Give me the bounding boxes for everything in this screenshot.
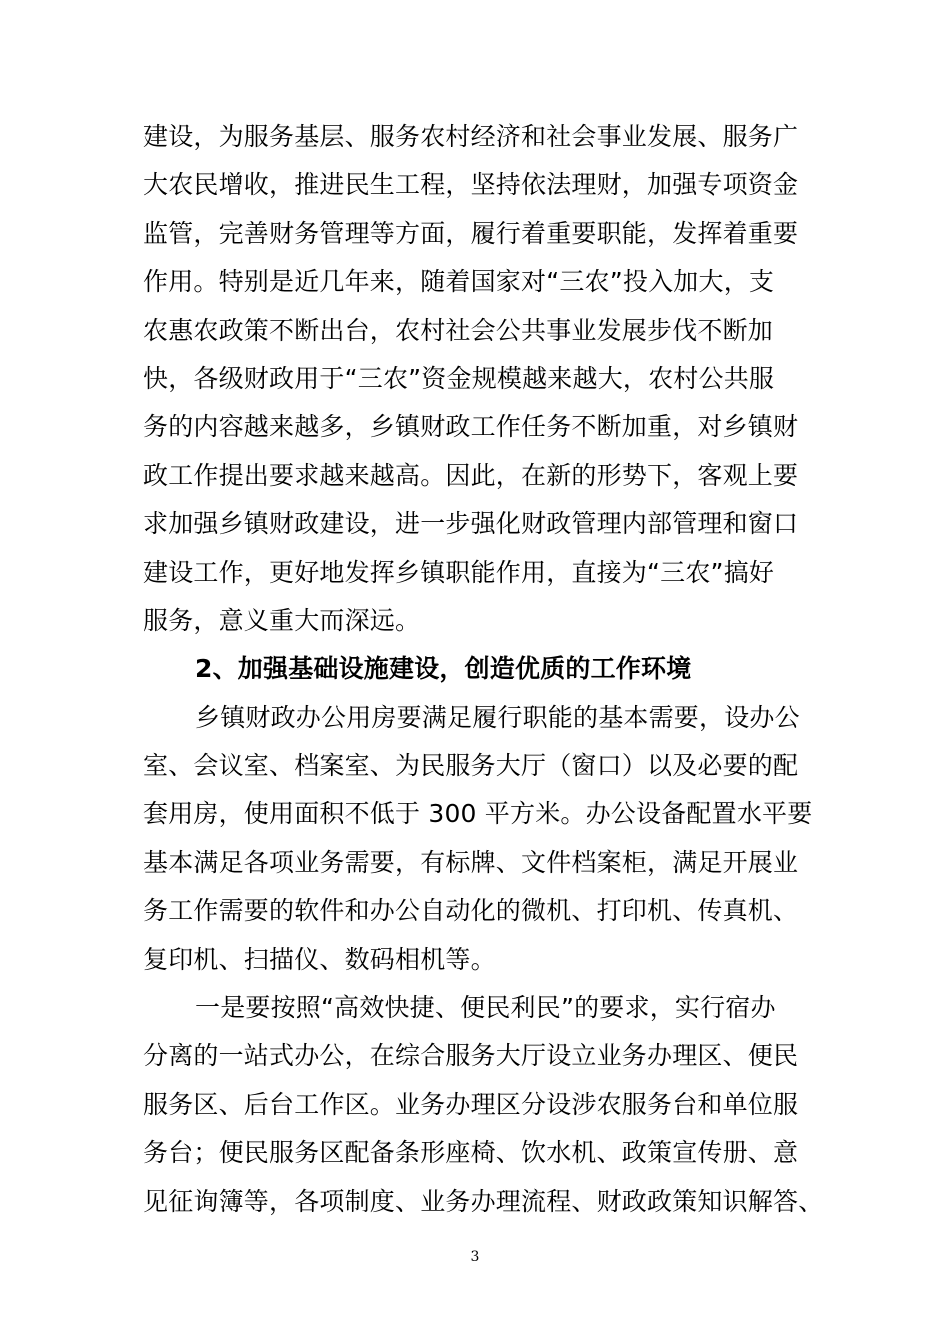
text-line: 建设，为服务基层、服务农村经济和社会事业发展、服务广 [143, 122, 799, 151]
page-number: 3 [470, 1249, 480, 1265]
text-line: 大农民增收，推进民生工程，坚持依法理财，加强专项资金 [143, 170, 799, 200]
text-line: 务工作需要的软件和办公自动化的微机、打印机、传真机、 [143, 896, 799, 926]
text-line: 农惠农政策不断出台，农村社会公共事业发展步伐不断加 [143, 315, 774, 345]
text-line: 监管，完善财务管理等方面，履行着重要职能，发挥着重要 [143, 218, 799, 248]
text-line: 套用房，使用面积不低于 300 平方米。办公设备配置水平要 [143, 799, 813, 829]
text-line: 复印机、扫描仪、数码相机等。 [143, 944, 496, 974]
text-line: 乡镇财政办公用房要满足履行职能的基本需要，设办公 [195, 702, 800, 732]
text-line: 求加强乡镇财政建设，进一步强化财政管理内部管理和窗口 [143, 509, 799, 539]
paragraph-3 [143, 984, 824, 1226]
text-line: 一是要按照“高效快捷、便民利民”的要求，实行宿办 [195, 993, 776, 1023]
text-line: 基本满足各项业务需要，有标牌、文件档案柜，满足开展业 [143, 847, 799, 877]
paragraph-2 [143, 694, 813, 984]
body-text [143, 113, 824, 1226]
text-line: 建设工作，更好地发挥乡镇职能作用，直接为“三农”搞好 [143, 557, 775, 587]
text-line: 分离的一站式办公，在综合服务大厅设立业务办理区、便民 [143, 1041, 799, 1071]
text-line: 务台；便民服务区配备条形座椅、饮水机、政策宣传册、意 [143, 1138, 799, 1168]
paragraph-1 [143, 113, 813, 645]
text-line: 快，各级财政用于“三农”资金规模越来越大，农村公共服 [143, 363, 775, 393]
section-heading: 2、加强基础设施建设，创造优质的工作环境 [195, 654, 692, 684]
text-line: 务的内容越来越多，乡镇财政工作任务不断加重，对乡镇财 [143, 412, 799, 442]
text-line: 政工作提出要求越来越高。因此，在新的形势下，客观上要 [143, 460, 799, 490]
text-line: 服务区、后台工作区。业务办理区分设涉农服务台和单位服 [143, 1089, 799, 1119]
text-line: 室、会议室、档案室、为民服务大厅（窗口）以及必要的配 [143, 751, 799, 781]
text-line: 见征询簿等，各项制度、业务办理流程、财政政策知识解答、 [143, 1186, 824, 1216]
text-line: 服务，意义重大而深远。 [143, 605, 421, 635]
text-line: 作用。特别是近几年来，随着国家对“三农”投入加大，支 [143, 267, 775, 297]
